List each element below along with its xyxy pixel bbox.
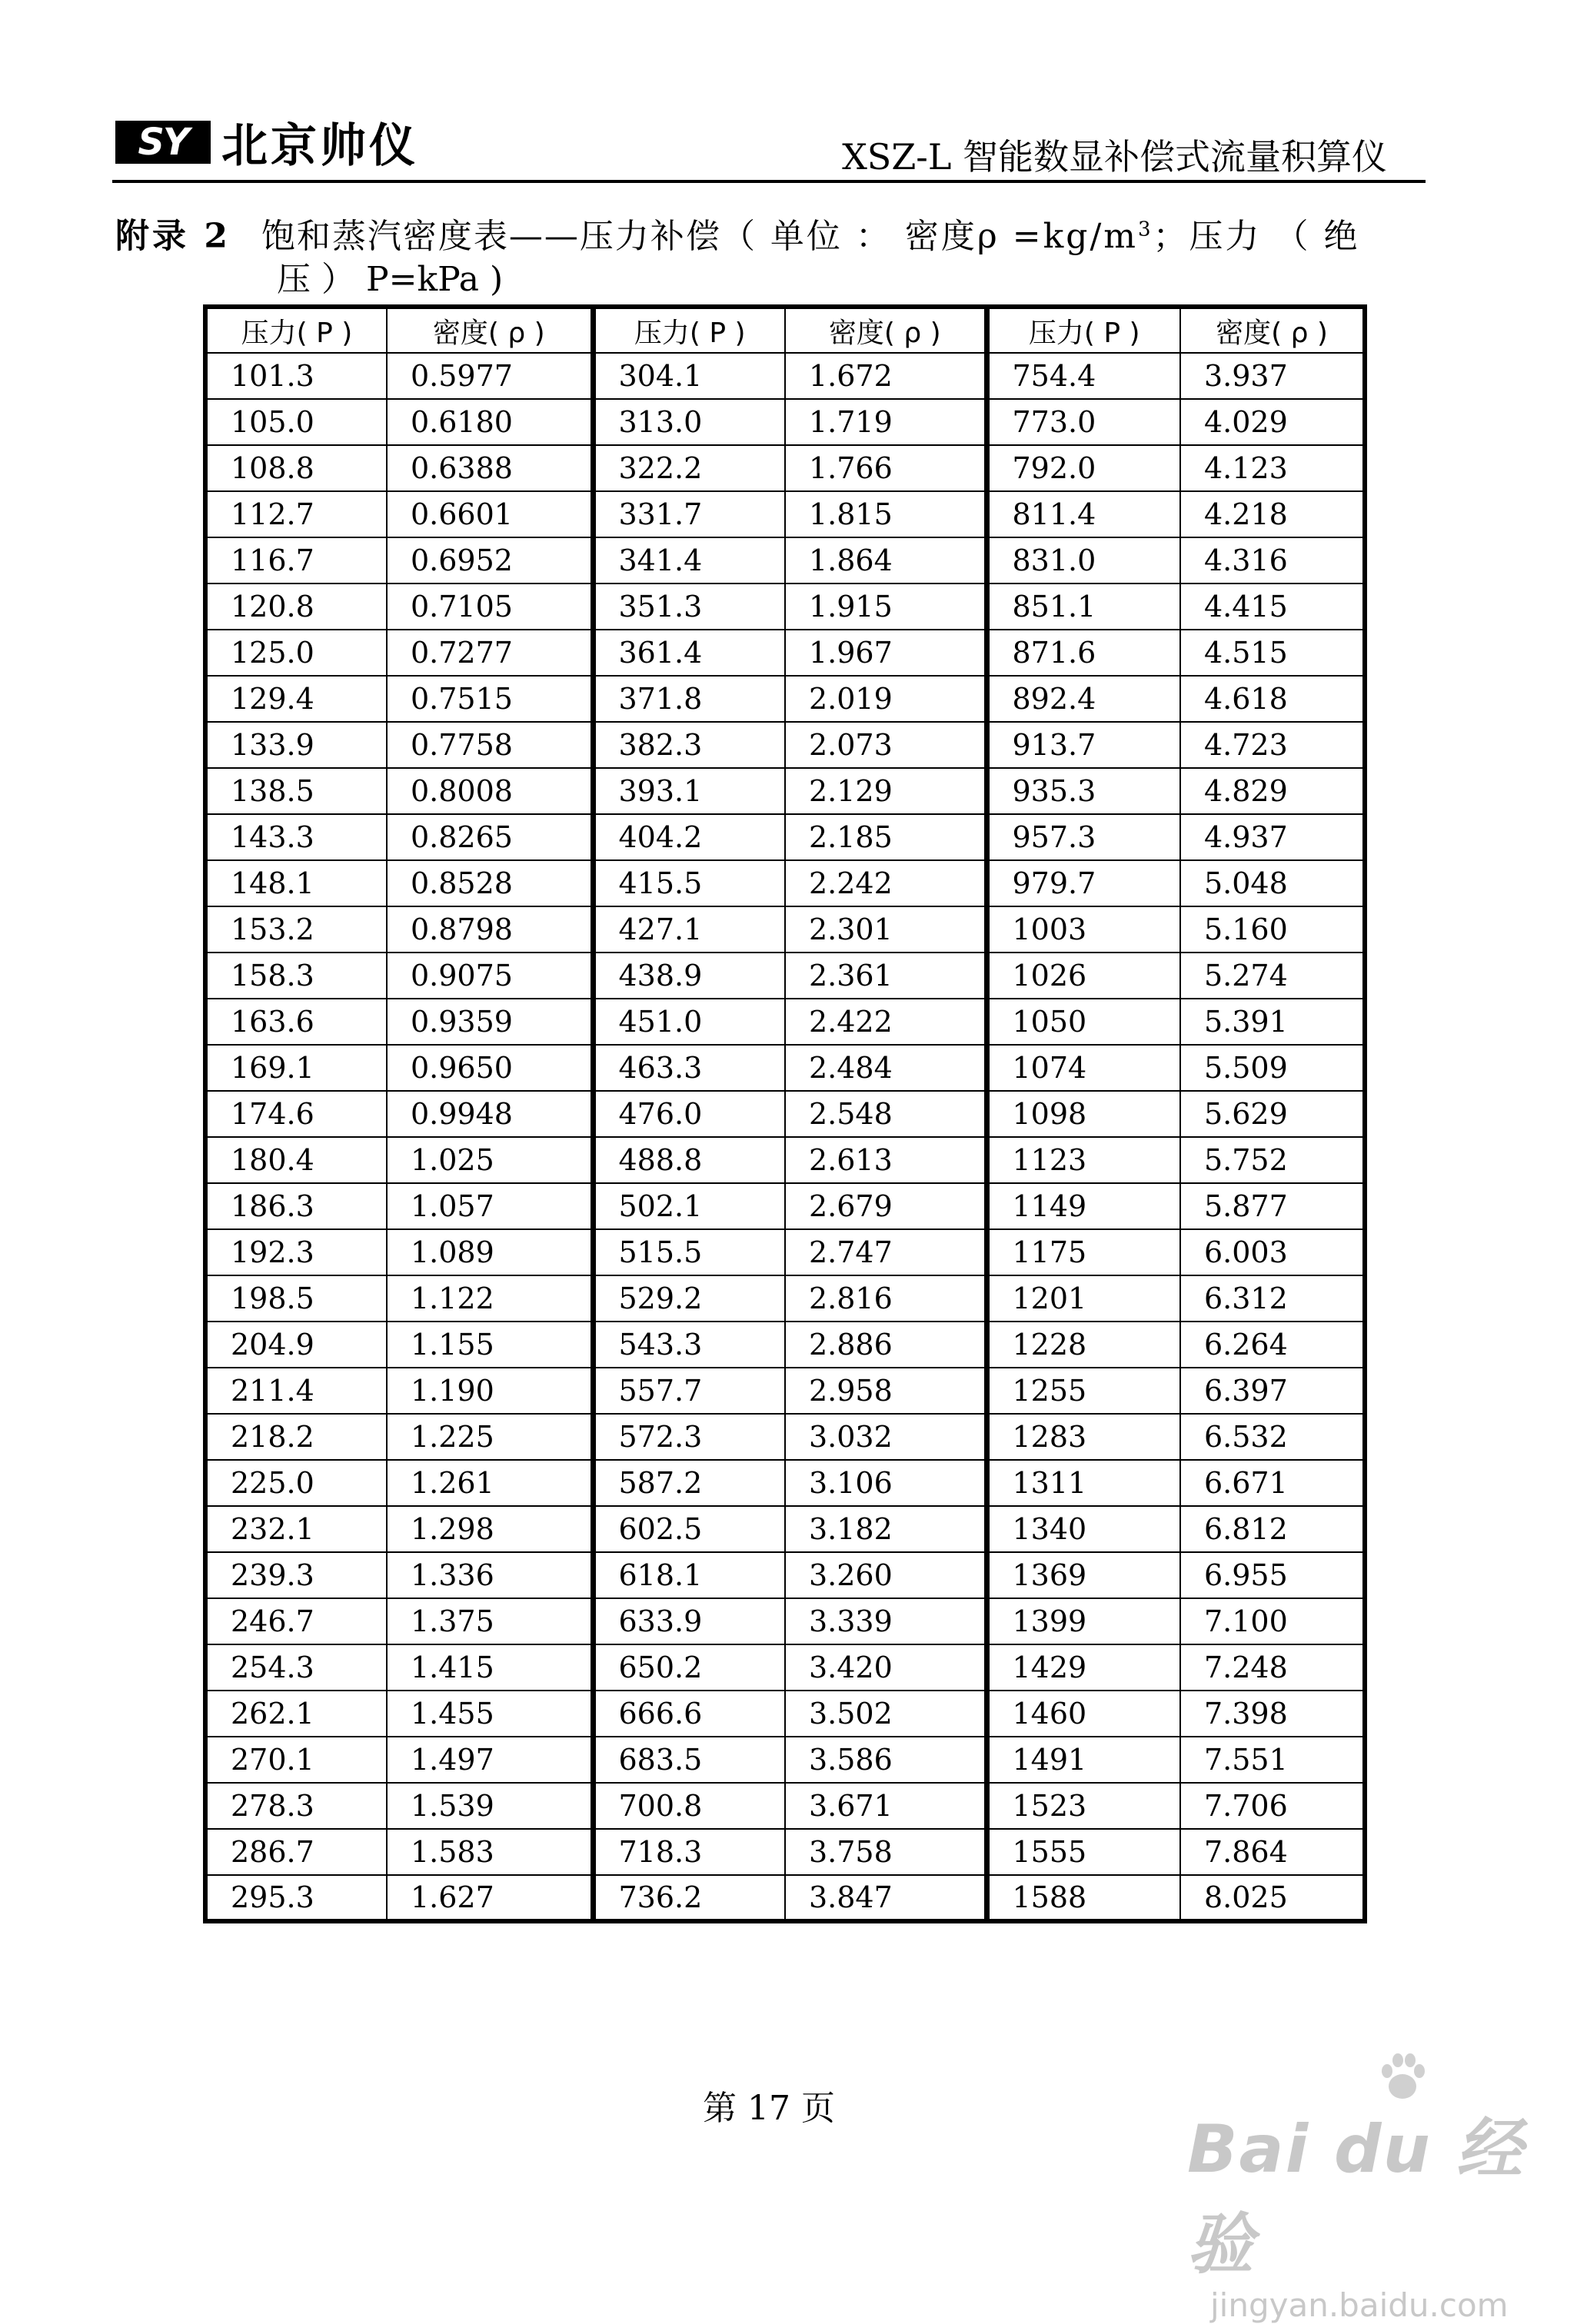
density-cell: 4.218 — [1180, 491, 1365, 537]
pressure-cell: 438.9 — [593, 953, 785, 999]
density-cell: 3.671 — [785, 1783, 986, 1829]
pressure-cell: 351.3 — [593, 583, 785, 630]
pressure-cell: 322.2 — [593, 445, 785, 491]
density-cell: 2.958 — [785, 1368, 986, 1414]
pressure-cell: 618.1 — [593, 1552, 785, 1598]
density-cell: 2.422 — [785, 999, 986, 1045]
table-row — [205, 1183, 1365, 1229]
density-cell: 1.967 — [785, 630, 986, 676]
header-pressure: 压力( P ) — [986, 307, 1180, 353]
pressure-cell: 129.4 — [205, 676, 387, 722]
pressure-cell: 913.7 — [986, 722, 1180, 768]
pressure-cell: 935.3 — [986, 768, 1180, 814]
density-cell: 1.627 — [387, 1875, 593, 1921]
density-cell: 5.274 — [1180, 953, 1365, 999]
pressure-cell: 754.4 — [986, 353, 1180, 399]
unit-suffix: ；压力 （ 绝 — [1153, 216, 1360, 256]
density-cell: 5.160 — [1180, 906, 1365, 953]
density-cell: 0.6601 — [387, 491, 593, 537]
density-cell: 5.752 — [1180, 1137, 1365, 1183]
pressure-cell: 543.3 — [593, 1322, 785, 1368]
table-row — [205, 1644, 1365, 1691]
table-row — [205, 1691, 1365, 1737]
table-body — [205, 353, 1365, 1921]
pressure-cell: 1201 — [986, 1275, 1180, 1322]
density-cell: 4.123 — [1180, 445, 1365, 491]
density-cell: 2.679 — [785, 1183, 986, 1229]
density-cell: 3.758 — [785, 1829, 986, 1875]
density-cell: 1.583 — [387, 1829, 593, 1875]
density-cell: 4.029 — [1180, 399, 1365, 445]
pressure-cell: 393.1 — [593, 768, 785, 814]
density-cell: 0.8008 — [387, 768, 593, 814]
density-cell: 1.025 — [387, 1137, 593, 1183]
pressure-cell: 633.9 — [593, 1598, 785, 1644]
pressure-cell: 1283 — [986, 1414, 1180, 1460]
pressure-cell: 773.0 — [986, 399, 1180, 445]
pressure-cell: 871.6 — [986, 630, 1180, 676]
density-cell: 4.937 — [1180, 814, 1365, 860]
density-cell: 6.955 — [1180, 1552, 1365, 1598]
density-cell: 0.9948 — [387, 1091, 593, 1137]
watermark-url: jingyan.baidu.com — [1210, 2286, 1509, 2324]
density-cell: 1.719 — [785, 399, 986, 445]
pressure-cell: 1050 — [986, 999, 1180, 1045]
density-cell: 1.539 — [387, 1783, 593, 1829]
header-density: 密度( ρ ) — [1180, 307, 1365, 353]
density-cell: 6.812 — [1180, 1506, 1365, 1552]
table-header-row — [205, 307, 1365, 353]
pressure-cell: 1026 — [986, 953, 1180, 999]
pressure-cell: 218.2 — [205, 1414, 387, 1460]
density-cell: 1.155 — [387, 1322, 593, 1368]
density-cell: 1.225 — [387, 1414, 593, 1460]
density-cell: 7.248 — [1180, 1644, 1365, 1691]
pressure-cell: 192.3 — [205, 1229, 387, 1275]
density-cell: 2.816 — [785, 1275, 986, 1322]
table-row — [205, 1875, 1365, 1921]
density-cell: 2.613 — [785, 1137, 986, 1183]
table-row — [205, 1506, 1365, 1552]
density-cell: 3.182 — [785, 1506, 986, 1552]
pressure-cell: 1555 — [986, 1829, 1180, 1875]
pressure-cell: 180.4 — [205, 1137, 387, 1183]
density-cell: 1.089 — [387, 1229, 593, 1275]
pressure-cell: 415.5 — [593, 860, 785, 906]
density-cell: 1.497 — [387, 1737, 593, 1783]
density-cell: 7.100 — [1180, 1598, 1365, 1644]
density-cell: 4.618 — [1180, 676, 1365, 722]
table-row — [205, 1091, 1365, 1137]
page-number: 第 17 页 — [703, 2089, 835, 2128]
table-row — [205, 1552, 1365, 1598]
pressure-cell: 515.5 — [593, 1229, 785, 1275]
table-row — [205, 1460, 1365, 1506]
density-cell: 7.398 — [1180, 1691, 1365, 1737]
density-cell: 1.190 — [387, 1368, 593, 1414]
density-cell: 0.9650 — [387, 1045, 593, 1091]
pressure-cell: 587.2 — [593, 1460, 785, 1506]
pressure-cell: 232.1 — [205, 1506, 387, 1552]
pressure-cell: 278.3 — [205, 1783, 387, 1829]
pressure-cell: 148.1 — [205, 860, 387, 906]
density-cell: 5.509 — [1180, 1045, 1365, 1091]
pressure-cell: 254.3 — [205, 1644, 387, 1691]
density-cell: 6.397 — [1180, 1368, 1365, 1414]
pressure-cell: 295.3 — [205, 1875, 387, 1921]
table-row — [205, 1368, 1365, 1414]
table-row — [205, 860, 1365, 906]
table-row — [205, 906, 1365, 953]
density-cell: 2.361 — [785, 953, 986, 999]
pressure-cell: 736.2 — [593, 1875, 785, 1921]
pressure-cell: 488.8 — [593, 1137, 785, 1183]
unit-text — [721, 217, 1360, 256]
pressure-cell: 957.3 — [986, 814, 1180, 860]
baidu-watermark — [1187, 2050, 1556, 2324]
density-cell: 3.420 — [785, 1644, 986, 1691]
pressure-cell: 1340 — [986, 1506, 1180, 1552]
density-cell: 6.312 — [1180, 1275, 1365, 1322]
density-cell: 2.886 — [785, 1322, 986, 1368]
pressure-cell: 198.5 — [205, 1275, 387, 1322]
density-cell: 0.8528 — [387, 860, 593, 906]
density-cell: 1.375 — [387, 1598, 593, 1644]
pressure-cell: 650.2 — [593, 1644, 785, 1691]
unit-prefix: （ 单位 ： 密度ρ =kg/m — [720, 216, 1138, 256]
watermark-logo: Bai du 经验 — [1187, 2111, 1524, 2283]
density-cell: 5.629 — [1180, 1091, 1365, 1137]
pressure-cell: 225.0 — [205, 1460, 387, 1506]
density-cell: 2.242 — [785, 860, 986, 906]
pressure-cell: 1588 — [986, 1875, 1180, 1921]
table-row — [205, 722, 1365, 768]
table-row — [205, 1045, 1365, 1091]
pressure-cell: 1429 — [986, 1644, 1180, 1691]
table-row — [205, 353, 1365, 399]
density-cell: 2.548 — [785, 1091, 986, 1137]
pressure-cell: 304.1 — [593, 353, 785, 399]
density-cell: 0.7515 — [387, 676, 593, 722]
density-cell: 0.9359 — [387, 999, 593, 1045]
pressure-cell: 270.1 — [205, 1737, 387, 1783]
density-cell: 1.261 — [387, 1460, 593, 1506]
density-cell: 4.515 — [1180, 630, 1365, 676]
pressure-cell: 341.4 — [593, 537, 785, 583]
table-row — [205, 1598, 1365, 1644]
density-cell: 2.747 — [785, 1229, 986, 1275]
density-cell: 0.9075 — [387, 953, 593, 999]
document-title: XSZ-L 智能数显补偿式流量积算仪 — [842, 136, 1387, 178]
pressure-cell: 153.2 — [205, 906, 387, 953]
header-rule — [112, 180, 1426, 183]
density-cell: 0.6388 — [387, 445, 593, 491]
density-cell: 4.316 — [1180, 537, 1365, 583]
density-cell: 7.864 — [1180, 1829, 1365, 1875]
header-density: 密度( ρ ) — [785, 307, 986, 353]
pressure-cell: 211.4 — [205, 1368, 387, 1414]
density-cell: 2.484 — [785, 1045, 986, 1091]
unit-superscript: 3 — [1138, 218, 1153, 241]
steam-density-table — [203, 304, 1367, 1923]
density-cell: 1.057 — [387, 1183, 593, 1229]
pressure-cell: 1149 — [986, 1183, 1180, 1229]
table-row — [205, 1137, 1365, 1183]
density-cell: 5.048 — [1180, 860, 1365, 906]
density-cell: 0.8798 — [387, 906, 593, 953]
pressure-cell: 529.2 — [593, 1275, 785, 1322]
density-cell: 3.032 — [785, 1414, 986, 1460]
density-cell: 3.260 — [785, 1552, 986, 1598]
pressure-cell: 1175 — [986, 1229, 1180, 1275]
pressure-cell: 811.4 — [986, 491, 1180, 537]
density-cell: 1.915 — [785, 583, 986, 630]
density-cell: 7.551 — [1180, 1737, 1365, 1783]
pressure-cell: 1491 — [986, 1737, 1180, 1783]
density-cell: 1.298 — [387, 1506, 593, 1552]
pressure-cell: 1003 — [986, 906, 1180, 953]
header-pressure: 压力( P ) — [205, 307, 387, 353]
table-row — [205, 814, 1365, 860]
density-cell: 1.672 — [785, 353, 986, 399]
pressure-cell: 572.3 — [593, 1414, 785, 1460]
density-cell: 0.7105 — [387, 583, 593, 630]
density-cell: 3.339 — [785, 1598, 986, 1644]
density-cell: 0.6180 — [387, 399, 593, 445]
pressure-cell: 1228 — [986, 1322, 1180, 1368]
table-row — [205, 399, 1365, 445]
pressure-cell: 602.5 — [593, 1506, 785, 1552]
pressure-cell: 1255 — [986, 1368, 1180, 1414]
pressure-cell: 427.1 — [593, 906, 785, 953]
pressure-cell: 133.9 — [205, 722, 387, 768]
pressure-cell: 108.8 — [205, 445, 387, 491]
density-cell: 2.301 — [785, 906, 986, 953]
pressure-cell: 851.1 — [986, 583, 1180, 630]
pressure-cell: 239.3 — [205, 1552, 387, 1598]
density-cell: 1.336 — [387, 1552, 593, 1598]
density-cell: 5.877 — [1180, 1183, 1365, 1229]
pressure-cell: 1523 — [986, 1783, 1180, 1829]
pressure-cell: 262.1 — [205, 1691, 387, 1737]
table-row — [205, 1783, 1365, 1829]
pressure-cell: 361.4 — [593, 630, 785, 676]
pressure-cell: 792.0 — [986, 445, 1180, 491]
pressure-cell: 476.0 — [593, 1091, 785, 1137]
density-cell: 2.019 — [785, 676, 986, 722]
pressure-cell: 286.7 — [205, 1829, 387, 1875]
pressure-cell: 683.5 — [593, 1737, 785, 1783]
pressure-cell: 158.3 — [205, 953, 387, 999]
caption-line2: 压 ） P=kPa ) — [277, 259, 504, 299]
appendix-label: 附录 2 — [115, 216, 231, 256]
table-row — [205, 583, 1365, 630]
density-cell: 2.129 — [785, 768, 986, 814]
logo-name: 北京帅仪 — [221, 119, 418, 173]
pressure-cell: 331.7 — [593, 491, 785, 537]
pressure-cell: 313.0 — [593, 399, 785, 445]
table-row — [205, 1275, 1365, 1322]
pressure-cell: 143.3 — [205, 814, 387, 860]
pressure-cell: 1460 — [986, 1691, 1180, 1737]
pressure-cell: 1369 — [986, 1552, 1180, 1598]
density-cell: 3.847 — [785, 1875, 986, 1921]
pressure-cell: 204.9 — [205, 1322, 387, 1368]
density-cell: 1.864 — [785, 537, 986, 583]
pressure-cell: 1074 — [986, 1045, 1180, 1091]
table-row — [205, 676, 1365, 722]
pressure-cell: 174.6 — [205, 1091, 387, 1137]
density-cell: 3.106 — [785, 1460, 986, 1506]
pressure-cell: 186.3 — [205, 1183, 387, 1229]
table-row — [205, 953, 1365, 999]
density-cell: 4.829 — [1180, 768, 1365, 814]
density-cell: 6.264 — [1180, 1322, 1365, 1368]
density-cell: 0.8265 — [387, 814, 593, 860]
pressure-cell: 382.3 — [593, 722, 785, 768]
density-cell: 0.6952 — [387, 537, 593, 583]
density-cell: 1.455 — [387, 1691, 593, 1737]
density-cell: 1.122 — [387, 1275, 593, 1322]
pressure-cell: 1123 — [986, 1137, 1180, 1183]
density-cell: 4.723 — [1180, 722, 1365, 768]
pressure-cell: 125.0 — [205, 630, 387, 676]
pressure-cell: 979.7 — [986, 860, 1180, 906]
table-row — [205, 537, 1365, 583]
density-cell: 1.415 — [387, 1644, 593, 1691]
density-cell: 4.415 — [1180, 583, 1365, 630]
pressure-cell: 502.1 — [593, 1183, 785, 1229]
table-title: 饱和蒸汽密度表——压力补偿 — [261, 216, 721, 256]
density-cell: 2.073 — [785, 722, 986, 768]
density-cell: 1.815 — [785, 491, 986, 537]
pressure-cell: 169.1 — [205, 1045, 387, 1091]
density-cell: 0.5977 — [387, 353, 593, 399]
table-row — [205, 1737, 1365, 1783]
pressure-cell: 700.8 — [593, 1783, 785, 1829]
pressure-cell: 1098 — [986, 1091, 1180, 1137]
pressure-cell: 138.5 — [205, 768, 387, 814]
pressure-cell: 112.7 — [205, 491, 387, 537]
density-cell: 8.025 — [1180, 1875, 1365, 1921]
table-row — [205, 491, 1365, 537]
table-row — [205, 630, 1365, 676]
table-row — [205, 1414, 1365, 1460]
table-row — [205, 1829, 1365, 1875]
pressure-cell: 101.3 — [205, 353, 387, 399]
density-cell: 2.185 — [785, 814, 986, 860]
density-cell: 3.586 — [785, 1737, 986, 1783]
table-caption — [115, 208, 1438, 301]
density-cell: 0.7758 — [387, 722, 593, 768]
density-cell: 7.706 — [1180, 1783, 1365, 1829]
density-cell: 1.766 — [785, 445, 986, 491]
pressure-cell: 404.2 — [593, 814, 785, 860]
pressure-cell: 163.6 — [205, 999, 387, 1045]
header-density: 密度( ρ ) — [387, 307, 593, 353]
table-row — [205, 445, 1365, 491]
pressure-cell: 371.8 — [593, 676, 785, 722]
pressure-cell: 666.6 — [593, 1691, 785, 1737]
pressure-cell: 718.3 — [593, 1829, 785, 1875]
table-row — [205, 1229, 1365, 1275]
pressure-cell: 246.7 — [205, 1598, 387, 1644]
density-cell: 3.502 — [785, 1691, 986, 1737]
pressure-cell: 116.7 — [205, 537, 387, 583]
density-cell: 0.7277 — [387, 630, 593, 676]
company-logo — [115, 109, 418, 175]
pressure-cell: 463.3 — [593, 1045, 785, 1091]
pressure-cell: 1399 — [986, 1598, 1180, 1644]
table-row — [205, 1322, 1365, 1368]
pressure-cell: 1311 — [986, 1460, 1180, 1506]
density-cell: 5.391 — [1180, 999, 1365, 1045]
table-row — [205, 768, 1365, 814]
table-row — [205, 999, 1365, 1045]
logo-mark: SY — [115, 121, 211, 164]
pressure-cell: 120.8 — [205, 583, 387, 630]
density-cell: 6.003 — [1180, 1229, 1365, 1275]
paw-icon — [1379, 2050, 1426, 2103]
pressure-cell: 557.7 — [593, 1368, 785, 1414]
pressure-cell: 831.0 — [986, 537, 1180, 583]
pressure-cell: 105.0 — [205, 399, 387, 445]
density-cell: 6.532 — [1180, 1414, 1365, 1460]
pressure-cell: 892.4 — [986, 676, 1180, 722]
density-cell: 6.671 — [1180, 1460, 1365, 1506]
header-pressure: 压力( P ) — [593, 307, 785, 353]
pressure-cell: 451.0 — [593, 999, 785, 1045]
density-cell: 3.937 — [1180, 353, 1365, 399]
